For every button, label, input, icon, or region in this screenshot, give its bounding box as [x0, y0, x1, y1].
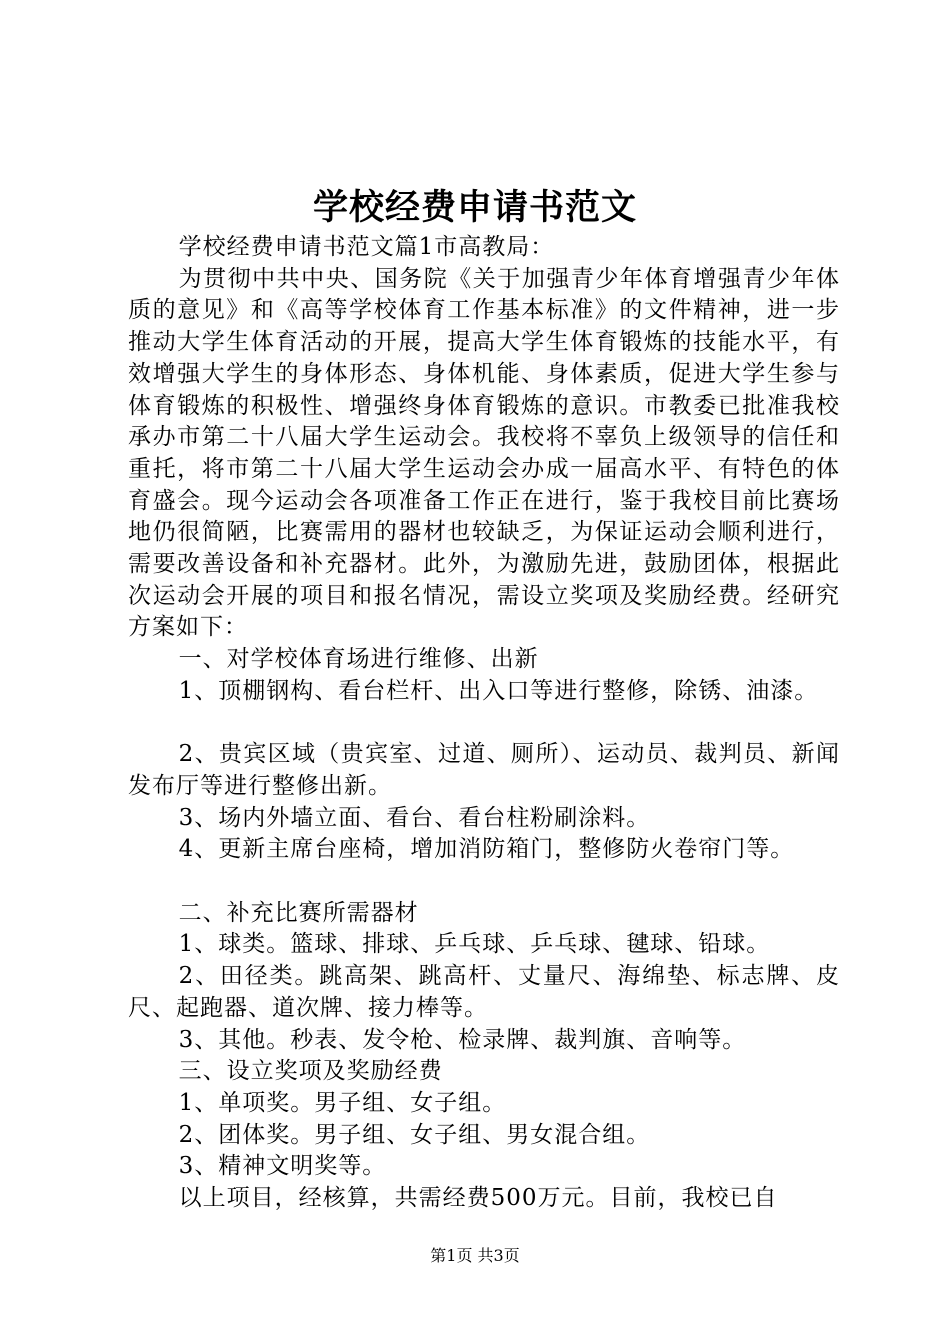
document-body [128, 232, 840, 1215]
page-title: 学校经费申请书范文 [312, 187, 637, 228]
list-item: 2、团体奖。男子组、女子组、男女混合组。 [178, 1121, 651, 1148]
list-item: 1、单项奖。男子组、女子组。 [178, 1089, 507, 1116]
closing-paragraph: 以上项目，经核算，共需经费500万元。目前，我校已自 [178, 1185, 778, 1212]
section-heading-2: 二、补充比赛所需器材 [178, 899, 419, 926]
section-heading-1: 一、对学校体育场进行维修、出新 [178, 646, 539, 673]
list-item: 4、更新主席台座椅，增加消防箱门，整修防火卷帘门等。 [178, 836, 795, 863]
salutation-paragraph: 学校经费申请书范文篇1市高教局： [178, 234, 555, 260]
intro-paragraph: 为贯彻中共中央、国务院《关于加强青少年体育增强青少年体质的意见》和《高等学校体育工作基本标准》的文件精神，进一步推动大学生体育活动的开展，提高大学生体育锻炼的技能水平，有效增强大学生的身体形态、身体机能、身体素质，促进大学生参与体育锻炼的积极性、增强终身体育锻炼的意识。市教委已批准我校承办市第二十八届大学生运动会。我校将不辜负上级领导的信任和重托，将市第二十八届大学生运动会办成一届高水平、有特色的体育盛会。现今运动会各项准备工作正在进行，鉴于我校目前比赛场地仍很简陋，比赛需用的器材也较缺乏，为保证运动会顺利进行，需要改善设备和补充器材。此外，为激励先进，鼓励团体，根据此次运动会开展的项目和报名情况，需设立奖项及奖励经费。经研究方案如下： [128, 265, 840, 641]
list-item: 3、精神文明奖等。 [178, 1153, 387, 1180]
page-number: 第1页 共3页 [430, 1246, 520, 1265]
list-item: 1、球类。篮球、排球、乒乓球、乒乓球、毽球、铅球。 [178, 931, 771, 958]
list-item: 2、贵宾区域（贵宾室、过道、厕所）、运动员、裁判员、新闻发布厅等进行整修出新。 [128, 741, 840, 799]
list-item: 2、田径类。跳高架、跳高杆、丈量尺、海绵垫、标志牌、皮尺、起跑器、道次牌、接力棒等。 [128, 963, 840, 1021]
section-heading-3: 三、设立奖项及奖励经费 [178, 1058, 443, 1085]
list-item: 1、顶棚钢构、看台栏杆、出入口等进行整修，除锈、油漆。 [178, 677, 819, 704]
list-item: 3、其他。秒表、发令枪、检录牌、裁判旗、音响等。 [178, 1026, 747, 1053]
list-item: 3、场内外墙立面、看台、看台柱粉刷涂料。 [178, 804, 651, 831]
